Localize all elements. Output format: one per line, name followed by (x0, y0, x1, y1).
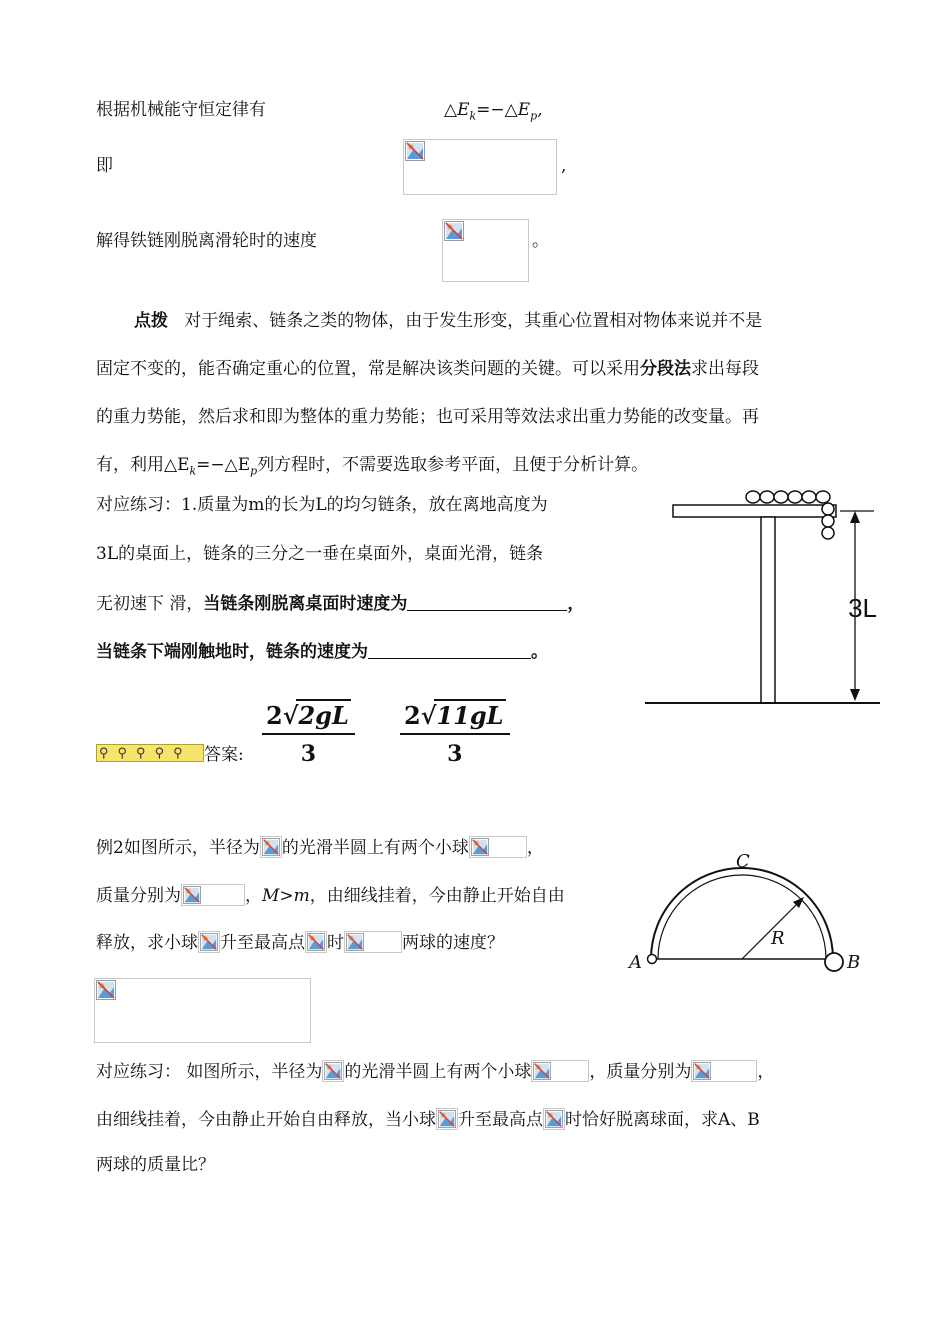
ball-image (198, 931, 220, 953)
broken-image-icon (693, 1062, 711, 1080)
broken-image-icon (183, 886, 201, 904)
exercise2-line2: 由细线挂着，今由静止开始自由释放，当小球 升至最高点 时恰好脱离球面，求A、B (96, 1110, 760, 1130)
broken-image-icon (533, 1062, 551, 1080)
broken-image-icon (405, 141, 425, 161)
exercise2-line1: 对应练习： 如图所示，半径为 的光滑半圆上有两个小球 ，质量分别为 ， (96, 1062, 775, 1082)
speed-result-image (442, 219, 529, 282)
answer-fraction-1: $\frac{2√2gL}{3}$ (262, 699, 355, 767)
broken-image-icon (96, 980, 116, 1000)
equation-image (403, 139, 557, 195)
point-c-label: C (736, 851, 750, 872)
example2-line3: 释放，求小球 升至最高点 时 两球的速度？ (96, 933, 504, 953)
radius-image (260, 836, 282, 858)
broken-image-icon (444, 221, 464, 241)
answer-blank-1[interactable] (407, 594, 567, 611)
broken-image-icon (307, 933, 325, 951)
answer-row (96, 744, 244, 764)
example2-line1: 例2如图所示，半径为 的光滑半圆上有两个小球 ， (96, 838, 544, 858)
exercise1-line4: 当链条下端刚触地时，链条的速度为 。 (96, 642, 548, 662)
point-b-label: B (847, 952, 861, 973)
broken-image-icon (200, 933, 218, 951)
mass-image (181, 884, 245, 906)
broken-image-icon (438, 1110, 456, 1128)
tip-paragraph-line4: 有，利用$\triangle E_k=-\triangle E_p$列方程时，不需要选取参考平面，且便于分析计算。 (96, 455, 649, 478)
conservation-statement: 根据机械能守恒定律有 (96, 100, 266, 120)
broken-image-icon (346, 933, 364, 951)
attachment-icons (96, 744, 204, 762)
semicircle-figure (625, 845, 870, 980)
broken-image-icon (471, 838, 489, 856)
highlight-term: 分段法 (640, 359, 691, 379)
speed-statement: 解得铁链刚脱离滑轮时的速度 (96, 231, 317, 251)
ji-label: 即 (96, 156, 113, 176)
tip-label: 点拨 (134, 311, 168, 331)
point-a-label: A (629, 952, 642, 973)
exercise1-line3: 无初速下 滑，当链条刚脱离桌面时速度为 ， (96, 594, 585, 614)
ball-image (436, 1108, 458, 1130)
answer-fraction-2: $\frac{2√11gL}{3}$ (400, 699, 510, 767)
balls-image (469, 836, 527, 858)
exercise2-line3: 两球的质量比？ (96, 1155, 215, 1175)
exercise1-line1: 对应练习：1.质量为m的长为L的均匀链条，放在离地高度为 (96, 495, 548, 515)
period: 。 (532, 231, 549, 251)
exercise1-line2: 3L的桌面上，链条的三分之一垂在桌面外，桌面光滑，链条 (96, 544, 544, 564)
broken-image-icon (324, 1062, 342, 1080)
paperclip-icon: ⚲⚲⚲⚲⚲ (99, 746, 192, 761)
solution-image (94, 978, 311, 1043)
balls-image (344, 931, 402, 953)
point-image (305, 931, 327, 953)
chain-on-table-figure (640, 485, 885, 707)
mass-image (691, 1060, 757, 1082)
height-label: 3L (848, 593, 877, 623)
point-image (543, 1108, 565, 1130)
broken-image-icon (545, 1110, 563, 1128)
example2-line2: 质量分别为 ，M>m，由细线挂着，今由静止开始自由 (96, 886, 565, 906)
tip-paragraph-line2: 固定不变的，能否确定重心的位置，常是解决该类问题的关键。可以采用分段法求出每段 (96, 359, 759, 379)
answer-label: 答案: (204, 745, 244, 765)
radius-label: R (771, 928, 785, 949)
broken-image-icon (262, 838, 280, 856)
energy-formula: $\triangle E_k=-\triangle E_p$, (444, 100, 543, 123)
balls-image (531, 1060, 589, 1082)
answer-blank-2[interactable] (368, 642, 531, 659)
comma: , (561, 156, 567, 176)
tip-paragraph-line3: 的重力势能，然后求和即为整体的重力势能；也可采用等效法求出重力势能的改变量。再 (96, 407, 759, 427)
tip-paragraph-line1: 点拨 对于绳索、链条之类的物体，由于发生形变，其重心位置相对物体来说并不是 (134, 311, 763, 331)
radius-image (322, 1060, 344, 1082)
